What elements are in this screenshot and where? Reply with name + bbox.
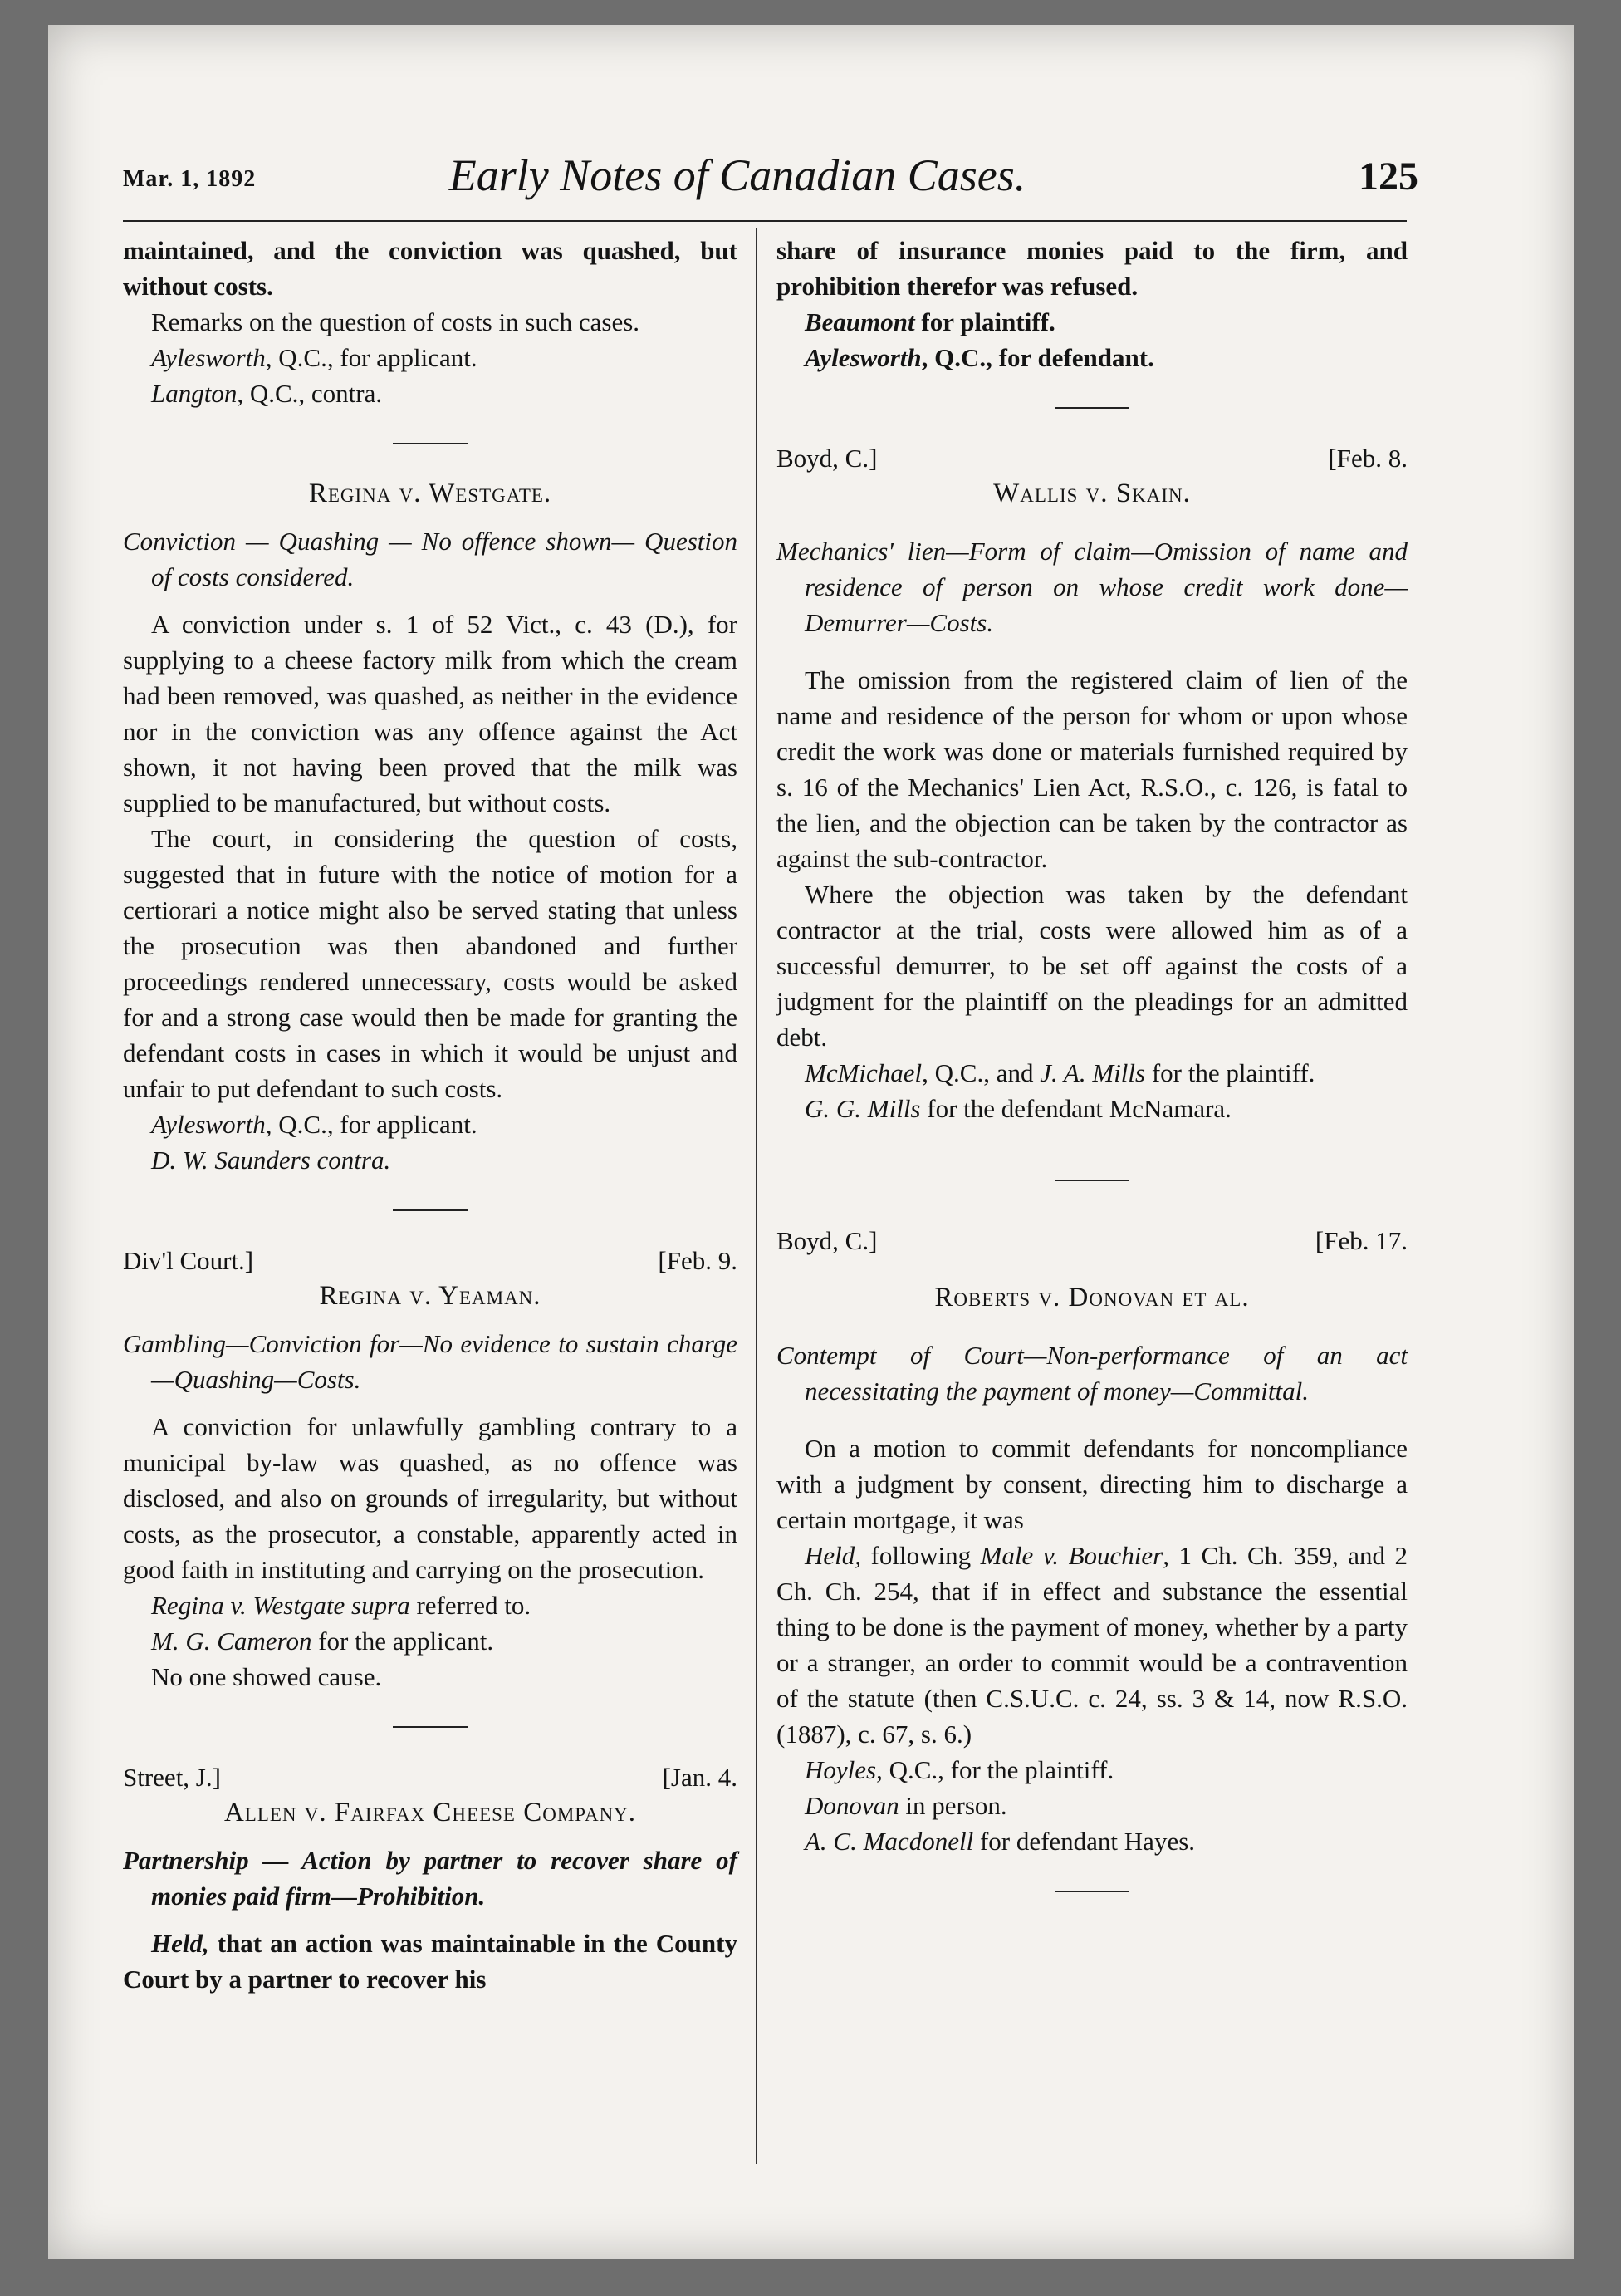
case-headnote: Gambling—Conviction for—No evidence to sustain charge—Quashing—Costs. bbox=[123, 1329, 737, 1394]
case-title: Regina v. Westgate. bbox=[308, 478, 552, 508]
counsel-line bbox=[123, 1106, 737, 1142]
case-paragraph bbox=[776, 1538, 1408, 1752]
section-separator bbox=[393, 1726, 468, 1728]
counsel-role: for the applicant. bbox=[311, 1626, 494, 1656]
remarks-text: Remarks on the question of costs in such cases. bbox=[151, 307, 640, 336]
case-headnote: Conviction — Quashing — No offence shown— Question of costs considered. bbox=[123, 527, 737, 591]
counsel-line bbox=[123, 340, 737, 375]
counsel-name: Aylesworth bbox=[151, 343, 266, 372]
counsel-role: , Q.C., for applicant. bbox=[265, 343, 477, 372]
case-title: Allen v. Fairfax Cheese Company. bbox=[223, 1798, 637, 1827]
counsel-role: for the defendant McNamara. bbox=[920, 1094, 1232, 1123]
court-label: Boyd, C.] bbox=[776, 444, 878, 473]
case-paragraph: Where the objection was taken by the defendant contractor at the trial, costs were allowed him as of a successful demurrer, to be set off against the costs of a judgment for the plaintiff on the pleadings for an admitted debt. bbox=[776, 880, 1408, 1052]
header-date: Mar. 1, 1892 bbox=[123, 166, 257, 192]
counsel-role: , Q.C., for defendant. bbox=[921, 343, 1154, 372]
counsel-role: , Q.C., for applicant. bbox=[265, 1110, 477, 1139]
counsel-role: in person. bbox=[899, 1791, 1007, 1820]
case-date: [Feb. 17. bbox=[1315, 1226, 1408, 1255]
counsel-role: , Q.C., contra. bbox=[237, 379, 383, 408]
running-header bbox=[73, 133, 1418, 208]
header-title: Early Notes of Canadian Cases. bbox=[448, 150, 1026, 200]
continuation-text: maintained, and the conviction was quashed, but without costs. bbox=[123, 236, 737, 301]
section-separator bbox=[1055, 407, 1129, 409]
held-text: , 1 Ch. Ch. 359, and 2 Ch. Ch. 254, that if in effect and substance the essential thing to be done is the payment of money, whether by a party or a stranger, an order to commit would be a contravention of the statute (then C.S.U.C. c. 24, ss. 3 & 14, now R.S.O. (1887), c. 67, s. 6.) bbox=[776, 1541, 1408, 1749]
counsel-name: Langton bbox=[151, 379, 238, 408]
court-date-row bbox=[123, 1243, 737, 1278]
counsel-role: for plaintiff. bbox=[914, 307, 1055, 336]
case-date: [Feb. 8. bbox=[1328, 444, 1408, 473]
case-paragraph: A conviction under s. 1 of 52 Vict., c. 43 (D.), for supplying to a cheese factory milk from which the cream had been removed, was quashed, as neither in the evidence nor in the conviction was any offence against the Act shown, it not having been proved that the milk was supplied to be manufactured, but without costs. bbox=[123, 610, 737, 817]
counsel-role: for defendant Hayes. bbox=[973, 1827, 1196, 1856]
held-mid: following bbox=[861, 1541, 981, 1570]
section-separator bbox=[393, 443, 468, 444]
column-divider bbox=[756, 228, 757, 2164]
case-reference: Regina v. Westgate supra bbox=[151, 1591, 410, 1620]
court-label: Boyd, C.] bbox=[776, 1226, 878, 1255]
counsel-line bbox=[776, 340, 1408, 375]
case-paragraph: On a motion to commit defendants for noncompliance with a judgment by consent, directing him to discharge a certain mortgage, it was bbox=[776, 1434, 1408, 1534]
counsel-mid: , Q.C., and bbox=[922, 1058, 1041, 1087]
held-text: that an action was maintainable in the County Court by a partner to recover his bbox=[123, 1929, 737, 1994]
case-title: Roberts v. Donovan et al. bbox=[934, 1283, 1250, 1312]
case-reference: Male v. Bouchier bbox=[980, 1541, 1163, 1570]
counsel-name: Hoyles bbox=[805, 1755, 877, 1784]
counsel-line: D. W. Saunders contra. bbox=[151, 1146, 391, 1175]
case-headnote: Partnership — Action by partner to recover share of monies paid firm—Prohibition. bbox=[123, 1846, 737, 1911]
counsel-line bbox=[123, 1623, 737, 1659]
case-date: [Feb. 9. bbox=[658, 1246, 737, 1275]
counsel-line bbox=[776, 1823, 1408, 1859]
case-headnote: Mechanics' lien—Form of claim—Omission of name and residence of person on whose credit work done—Demurrer—Costs. bbox=[776, 537, 1408, 637]
court-label: Street, J.] bbox=[123, 1763, 221, 1792]
counsel-name: Beaumont bbox=[805, 307, 915, 336]
reference-rest: referred to. bbox=[409, 1591, 531, 1620]
case-title: Wallis v. Skain. bbox=[993, 478, 1191, 508]
court-date-row bbox=[776, 440, 1408, 476]
case-headnote: Contempt of Court—Non-performance of an act necessitating the payment of money—Committal. bbox=[776, 1341, 1408, 1406]
no-cause-line: No one showed cause. bbox=[151, 1662, 382, 1691]
header-rule bbox=[123, 220, 1407, 222]
counsel-line bbox=[776, 1788, 1408, 1823]
court-label: Div'l Court.] bbox=[123, 1246, 254, 1275]
section-separator bbox=[1055, 1180, 1129, 1181]
reference-line bbox=[123, 1587, 737, 1623]
held-label: Held, bbox=[805, 1541, 862, 1570]
counsel-name: G. G. Mills bbox=[805, 1094, 921, 1123]
counsel-name: A. C. Macdonell bbox=[805, 1827, 974, 1856]
held-label: Held, bbox=[151, 1929, 209, 1958]
court-date-row bbox=[776, 1223, 1408, 1258]
counsel-name: Aylesworth bbox=[151, 1110, 266, 1139]
case-title: Regina v. Yeaman. bbox=[319, 1281, 541, 1311]
counsel-line bbox=[776, 304, 1408, 340]
counsel-line bbox=[776, 1091, 1408, 1126]
counsel-line bbox=[776, 1055, 1408, 1091]
counsel-line bbox=[123, 375, 737, 411]
right-column bbox=[776, 233, 1408, 1924]
counsel-name: Aylesworth bbox=[805, 343, 922, 372]
court-date-row bbox=[123, 1759, 737, 1795]
counsel-name: Donovan bbox=[805, 1791, 899, 1820]
page-number: 125 bbox=[1359, 155, 1418, 199]
counsel-name: M. G. Cameron bbox=[151, 1626, 312, 1656]
counsel-name: J. A. Mills bbox=[1040, 1058, 1146, 1087]
case-paragraph: The omission from the registered claim of lien of the name and residence of the person for whom or upon whose credit the work was done or materials furnished required by s. 16 of the Mechanics' Lien Act, R.S.O., c. 126, is fatal to the lien, and the objection can be taken by the contractor as against the sub-contractor. bbox=[776, 665, 1408, 873]
counsel-role: for the plaintiff. bbox=[1145, 1058, 1315, 1087]
counsel-role: , Q.C., for the plaintiff. bbox=[876, 1755, 1114, 1784]
counsel-line bbox=[776, 1752, 1408, 1788]
continuation-text: share of insurance monies paid to the firm, and prohibition therefor was refused. bbox=[776, 236, 1408, 301]
case-paragraph: A conviction for unlawfully gambling contrary to a municipal by-law was quashed, as no offence was disclosed, and also on grounds of irregularity, but without costs, as the prosecutor, a constable, apparently acted in good faith in instituting and carrying on the prosecution. bbox=[123, 1412, 737, 1584]
case-date: [Jan. 4. bbox=[662, 1763, 737, 1792]
section-separator bbox=[1055, 1891, 1129, 1892]
section-separator bbox=[393, 1209, 468, 1211]
case-paragraph: The court, in considering the question of costs, suggested that in future with the notice of motion for a certiorari a notice might also be served stating that unless the prosecution was then abandoned and further proceedings rendered unnecessary, costs would be asked for and a strong case would then be made for granting the defendant costs in cases in which it would be unjust and unfair to put defendant to such costs. bbox=[123, 824, 737, 1103]
case-paragraph bbox=[123, 1926, 737, 1997]
left-column bbox=[123, 233, 737, 1997]
counsel-name: McMichael bbox=[805, 1058, 923, 1087]
